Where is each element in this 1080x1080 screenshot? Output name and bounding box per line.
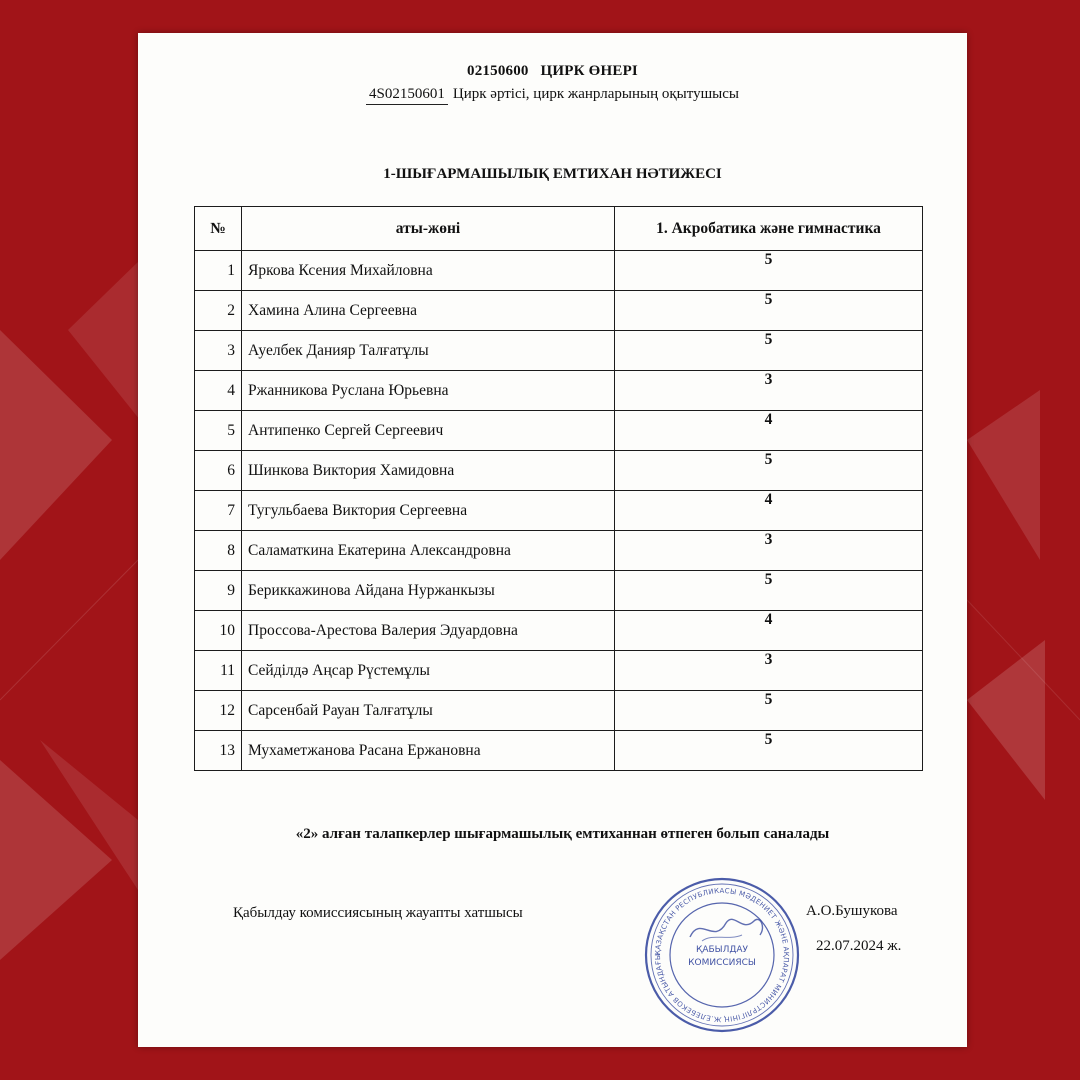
exam-score: 5 [615,571,923,611]
table-row [195,291,923,331]
exam-score: 5 [615,251,923,291]
exam-score: 5 [615,331,923,371]
exam-score: 4 [615,411,923,451]
row-number: 5 [195,411,242,451]
program-code: 02150600 [467,63,529,79]
specialty-name: Цирк әртісі, цирк жанрларының оқытушысы [452,86,739,102]
table-header-row [195,207,923,251]
row-number: 7 [195,491,242,531]
stamp-ring-text: ҚАЗАҚСТАН РЕСПУБЛИКАСЫ МӘДЕНИЕТ ЖӘНЕ АҚПАРАТ МИНИСТРЛІГІНІҢ Ж.ЕЛЕБЕКОВ АТЫНДАҒЫ [653,886,791,1024]
table-row [195,491,923,531]
table-row [195,411,923,451]
exam-score: 3 [615,531,923,571]
exam-score: 5 [615,451,923,491]
document-sheet [138,33,967,1047]
applicant-name: Проссова-Арестова Валерия Эдуардовна [242,611,615,651]
footer-note: «2» алған талапкерлер шығармашылық емтиханнан өтпеген болып саналады [295,826,830,842]
applicant-name: Сейділдә Аңсар Рүстемұлы [242,651,615,691]
table-row [195,571,923,611]
column-header-name: аты-жөні [242,207,615,251]
applicant-name: Ржанникова Руслана Юрьевна [242,371,615,411]
row-number: 6 [195,451,242,491]
applicant-name: Сарсенбай Рауан Талғатұлы [242,691,615,731]
applicant-name: Саламаткина Екатерина Александровна [242,531,615,571]
results-table [194,206,923,771]
applicant-name: Антипенко Сергей Сергеевич [242,411,615,451]
applicant-name: Ауелбек Данияр Талғатұлы [242,331,615,371]
row-number: 2 [195,291,242,331]
row-number: 1 [195,251,242,291]
row-number: 3 [195,331,242,371]
row-number: 11 [195,651,242,691]
program-name: ЦИРК ӨНЕРІ [540,63,638,79]
signatory-name: А.О.Бушукова [806,903,898,919]
exam-score: 4 [615,491,923,531]
applicant-name: Шинкова Виктория Хамидовна [242,451,615,491]
table-row [195,331,923,371]
row-number: 12 [195,691,242,731]
document-title: 1-ШЫҒАРМАШЫЛЫҚ ЕМТИХАН НӘТИЖЕСІ [383,166,722,182]
table-row [195,731,923,771]
stamp-center-line-2: КОМИССИЯСЫ [688,958,756,968]
applicant-name: Мухаметжанова Расана Ержановна [242,731,615,771]
table-row [195,611,923,651]
table-row [195,371,923,411]
table-row [195,651,923,691]
exam-score: 3 [615,651,923,691]
exam-score: 5 [615,691,923,731]
exam-score: 5 [615,291,923,331]
column-header-score: 1. Акробатика және гимнастика [615,207,923,251]
row-number: 13 [195,731,242,771]
program-heading [138,63,967,80]
stamp-center-line-1: ҚАБЫЛДАУ [695,945,749,955]
document-date: 22.07.2024 ж. [816,938,902,954]
row-number: 9 [195,571,242,611]
table-row [195,251,923,291]
applicant-name: Яркова Ксения Михайловна [242,251,615,291]
signatory-role: Қабылдау комиссиясының жауапты хатшысы [233,905,523,921]
row-number: 8 [195,531,242,571]
exam-score: 5 [615,731,923,771]
row-number: 10 [195,611,242,651]
table-row [195,451,923,491]
official-stamp [642,875,802,1035]
applicant-name: Тугульбаева Виктория Сергеевна [242,491,615,531]
exam-score: 3 [615,371,923,411]
table-row [195,531,923,571]
specialty-code: 4S02150601 [366,86,448,105]
table-row [195,691,923,731]
applicant-name: Бериккажинова Айдана Нуржанкызы [242,571,615,611]
applicant-name: Хамина Алина Сергеевна [242,291,615,331]
specialty-line [138,86,967,105]
exam-score: 4 [615,611,923,651]
column-header-number: № [195,207,242,251]
row-number: 4 [195,371,242,411]
